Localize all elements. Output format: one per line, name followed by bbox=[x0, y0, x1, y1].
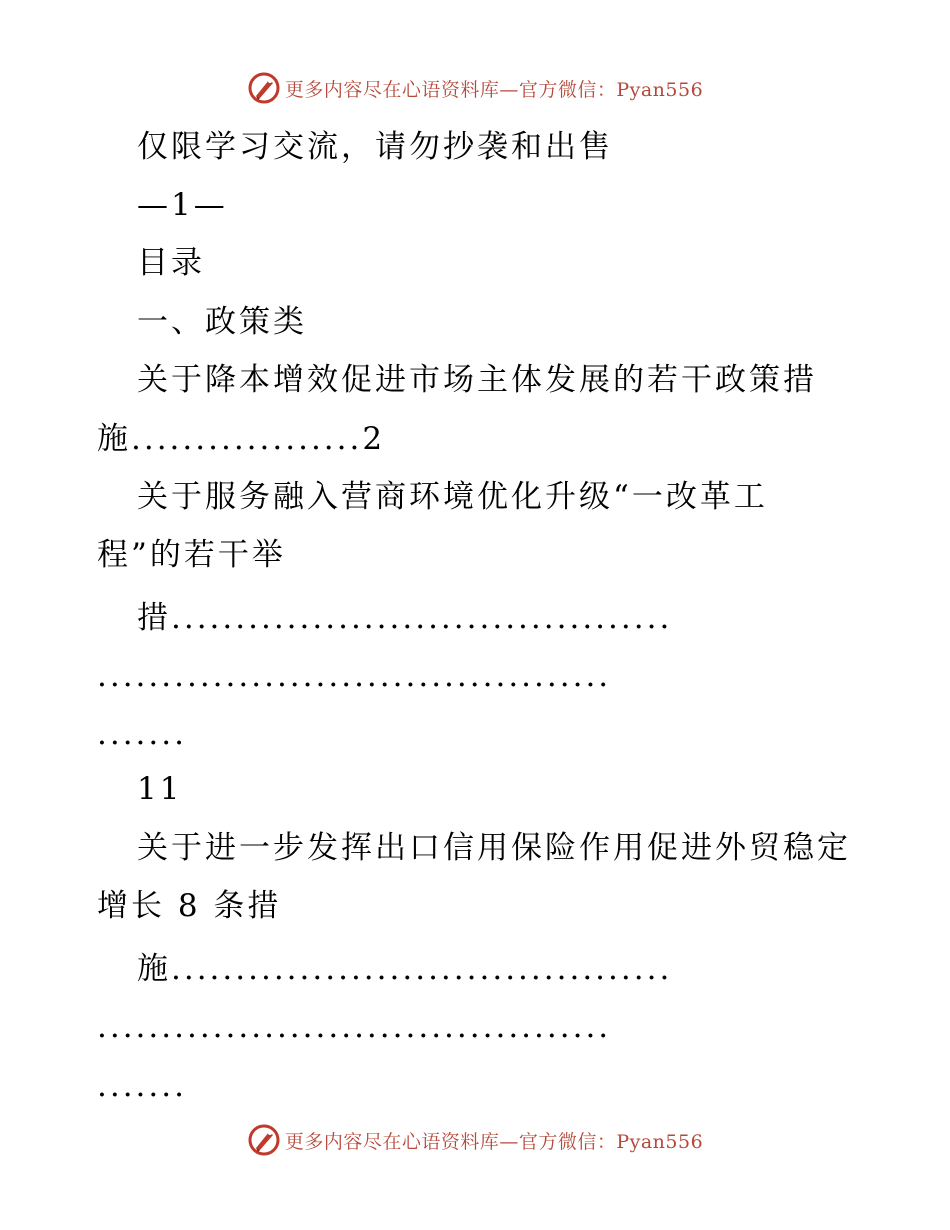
pen-in-circle-icon bbox=[247, 1123, 281, 1157]
toc-entry-1-line-1: 关于降本增效促进市场主体发展的若干政策措 bbox=[137, 362, 817, 398]
banner-text: 更多内容尽在心语资料库—官方微信：Pyan556 bbox=[284, 1130, 704, 1153]
page-number: —1— bbox=[137, 187, 228, 223]
toc-entry-2-line-2: 程”的若干举 bbox=[97, 537, 286, 573]
toc-entry-3-line-2: 增长 8 条措 bbox=[97, 888, 282, 924]
section-heading: 一、政策类 bbox=[137, 304, 307, 340]
footer-banner bbox=[0, 1120, 950, 1160]
toc-entry-2-leader-3: ....... bbox=[97, 716, 187, 752]
toc-entry-2-leader-2: ........................................ bbox=[97, 658, 612, 694]
notice-line: 仅限学习交流，请勿抄袭和出售 bbox=[137, 129, 613, 165]
banner-text: 更多内容尽在心语资料库—官方微信：Pyan556 bbox=[284, 78, 704, 101]
toc-entry-3-leader-2: ........................................ bbox=[97, 1009, 612, 1045]
toc-entry-3-leader-3: ....... bbox=[97, 1068, 187, 1104]
toc-entry-1-line-2: 施..................2 bbox=[97, 421, 386, 457]
toc-entry-2-leader-1: 措....................................... bbox=[137, 600, 673, 636]
toc-entry-2-page: 11 bbox=[137, 771, 183, 807]
pen-in-circle-icon bbox=[247, 71, 281, 105]
toc-entry-3-leader-1: 施....................................... bbox=[137, 951, 673, 987]
toc-heading: 目录 bbox=[137, 245, 205, 281]
toc-entry-2-line-1: 关于服务融入营商环境优化升级“一改革工 bbox=[137, 479, 768, 515]
toc-entry-3-line-1: 关于进一步发挥出口信用保险作用促进外贸稳定 bbox=[137, 830, 851, 866]
header-banner bbox=[0, 68, 950, 108]
